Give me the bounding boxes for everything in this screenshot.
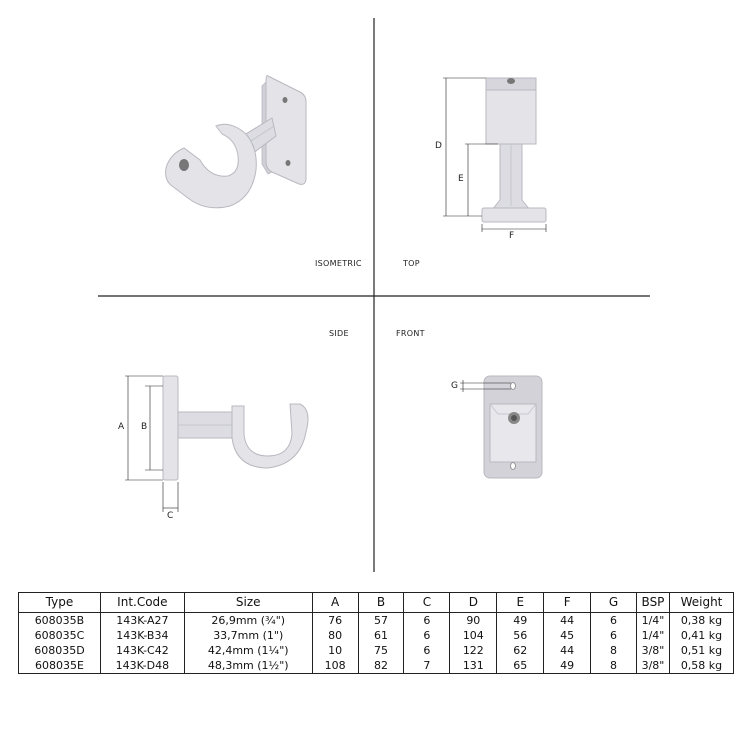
table-cell: 49 bbox=[497, 613, 544, 629]
col-header-d: D bbox=[450, 593, 497, 613]
col-header-e: E bbox=[497, 593, 544, 613]
table-cell: 42,4mm (1¼") bbox=[184, 643, 312, 658]
table-cell: 122 bbox=[450, 643, 497, 658]
col-header-f: F bbox=[544, 593, 591, 613]
front-view bbox=[460, 376, 542, 478]
col-header-g: G bbox=[591, 593, 637, 613]
dim-label-a: A bbox=[118, 422, 125, 432]
table-cell: 3/8" bbox=[637, 658, 670, 674]
dim-label-d: D bbox=[435, 141, 442, 151]
isometric-view bbox=[166, 76, 306, 208]
col-header-b: B bbox=[358, 593, 404, 613]
table-cell: 143K-A27 bbox=[100, 613, 184, 629]
dim-label-g: G bbox=[451, 381, 458, 391]
table-cell: 8 bbox=[591, 658, 637, 674]
table-cell: 8 bbox=[591, 643, 637, 658]
table-cell: 49 bbox=[544, 658, 591, 674]
dim-label-c: C bbox=[167, 511, 174, 521]
table-cell: 6 bbox=[404, 643, 450, 658]
view-label-side: SIDE bbox=[329, 329, 349, 338]
col-header-code: Int.Code bbox=[100, 593, 184, 613]
col-header-bsp: BSP bbox=[637, 593, 670, 613]
table-cell: 7 bbox=[404, 658, 450, 674]
table-cell: 143K-C42 bbox=[100, 643, 184, 658]
table-cell: 1/4" bbox=[637, 628, 670, 643]
table-cell: 90 bbox=[450, 613, 497, 629]
table-row bbox=[19, 658, 734, 674]
table-cell: 108 bbox=[312, 658, 358, 674]
table-cell: 608035B bbox=[19, 613, 101, 629]
table-cell: 44 bbox=[544, 643, 591, 658]
table-cell: 57 bbox=[358, 613, 404, 629]
table-cell: 608035E bbox=[19, 658, 101, 674]
table-row bbox=[19, 613, 734, 629]
view-label-isometric: ISOMETRIC bbox=[315, 259, 362, 268]
table-cell: 45 bbox=[544, 628, 591, 643]
table-row bbox=[19, 628, 734, 643]
table-cell: 62 bbox=[497, 643, 544, 658]
table-cell: 61 bbox=[358, 628, 404, 643]
col-header-a: A bbox=[312, 593, 358, 613]
table-cell: 56 bbox=[497, 628, 544, 643]
table-cell: 0,41 kg bbox=[669, 628, 733, 643]
dim-label-e: E bbox=[458, 174, 464, 184]
dim-label-f: F bbox=[509, 231, 515, 241]
table-cell: 26,9mm (¾") bbox=[184, 613, 312, 629]
table-cell: 48,3mm (1½") bbox=[184, 658, 312, 674]
table-cell: 65 bbox=[497, 658, 544, 674]
view-label-front: FRONT bbox=[396, 329, 425, 338]
table-cell: 80 bbox=[312, 628, 358, 643]
spec-table bbox=[18, 592, 734, 674]
side-view bbox=[125, 376, 308, 512]
table-cell: 608035D bbox=[19, 643, 101, 658]
dim-label-b: B bbox=[141, 422, 148, 432]
table-cell: 6 bbox=[404, 628, 450, 643]
table-cell: 104 bbox=[450, 628, 497, 643]
table-cell: 3/8" bbox=[637, 643, 670, 658]
table-header-row bbox=[19, 593, 734, 613]
table-cell: 10 bbox=[312, 643, 358, 658]
table-cell: 75 bbox=[358, 643, 404, 658]
table-cell: 143K-B34 bbox=[100, 628, 184, 643]
table-cell: 33,7mm (1") bbox=[184, 628, 312, 643]
table-cell: 0,58 kg bbox=[669, 658, 733, 674]
col-header-type: Type bbox=[19, 593, 101, 613]
col-header-weight: Weight bbox=[669, 593, 733, 613]
col-header-c: C bbox=[404, 593, 450, 613]
table-row bbox=[19, 643, 734, 658]
view-label-top: TOP bbox=[403, 259, 420, 268]
table-cell: 6 bbox=[404, 613, 450, 629]
table-cell: 82 bbox=[358, 658, 404, 674]
table-cell: 608035C bbox=[19, 628, 101, 643]
table-cell: 6 bbox=[591, 628, 637, 643]
table-cell: 76 bbox=[312, 613, 358, 629]
table-cell: 44 bbox=[544, 613, 591, 629]
side-hook bbox=[232, 404, 308, 468]
table-cell: 143K-D48 bbox=[100, 658, 184, 674]
table-cell: 6 bbox=[591, 613, 637, 629]
table-cell: 0,51 kg bbox=[669, 643, 733, 658]
top-view bbox=[443, 78, 546, 232]
table-cell: 0,38 kg bbox=[669, 613, 733, 629]
table-cell: 131 bbox=[450, 658, 497, 674]
col-header-size: Size bbox=[184, 593, 312, 613]
table-cell: 1/4" bbox=[637, 613, 670, 629]
